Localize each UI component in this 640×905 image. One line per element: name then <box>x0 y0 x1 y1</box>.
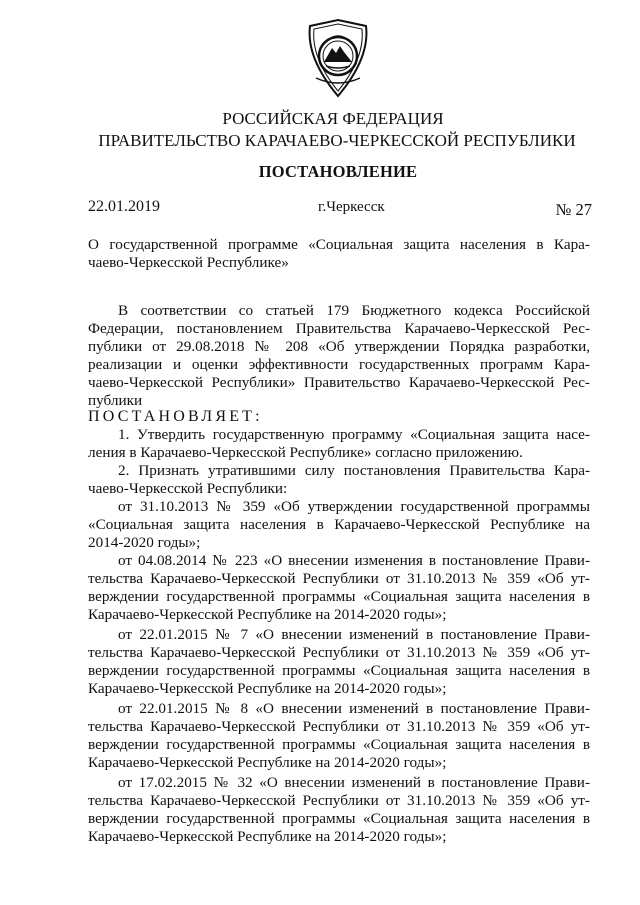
decree-word: ПОСТАНОВЛЯЕТ: <box>88 408 263 425</box>
preamble-line: публики от 29.08.2018 № 208 «Об утверждении Порядка разработки, <box>88 338 590 355</box>
body-line: Карачаево-Черкесской Республике на 2014-2020 годы»; <box>88 680 447 697</box>
body-line: тельства Карачаево-Черкесской Республики от 31.10.2013 № 359 «Об ут- <box>88 570 590 587</box>
body-line: Карачаево-Черкесской Республике на 2014-2020 годы»; <box>88 828 447 845</box>
body-line: от 22.01.2015 № 8 «О внесении изменений в постановление Прави- <box>118 700 590 717</box>
body-line: верждении государственной программы «Социальная защита населения в <box>88 736 590 753</box>
body-line: от 04.08.2014 № 223 «О внесении изменения в постановление Прави- <box>118 552 590 569</box>
document-city: г.Черкесск <box>318 199 385 215</box>
preamble-line: Федерации, постановлением Правительства Карачаево-Черкесской Рес- <box>88 320 590 337</box>
body-line: от 31.10.2013 № 359 «Об утверждении государственной программы <box>118 498 590 515</box>
body-line: от 22.01.2015 № 7 «О внесении изменений в постановление Прави- <box>118 626 590 643</box>
body-line: 2. Признать утратившими силу постановления Правительства Кара- <box>118 462 590 479</box>
body-line: от 17.02.2015 № 32 «О внесении изменений в постановление Прави- <box>118 774 590 791</box>
body-line: тельства Карачаево-Черкесской Республики от 31.10.2013 № 359 «Об ут- <box>88 644 590 661</box>
body-line: тельства Карачаево-Черкесской Республики от 31.10.2013 № 359 «Об ут- <box>88 718 590 735</box>
body-line: 2014-2020 годы»; <box>88 534 201 551</box>
body-line: 1. Утвердить государственную программу «Социальная защита насе- <box>118 426 590 443</box>
document-number: № 27 <box>555 200 592 219</box>
body-line: верждении государственной программы «Социальная защита населения в <box>88 588 590 605</box>
country-heading: РОССИЙСКАЯ ФЕДЕРАЦИЯ <box>222 109 444 128</box>
title-line: чаево-Черкесской Республике» <box>88 254 289 271</box>
body-line: ления в Карачаево-Черкесской Республике» согласно приложению. <box>88 444 523 461</box>
preamble-line: чаево-Черкесской Республики» Правительство Карачаево-Черкесской Рес- <box>88 374 590 391</box>
body-line: «Социальная защита населения в Карачаево-Черкесской Республике на <box>88 516 590 533</box>
body-line: Карачаево-Черкесской Республике на 2014-2020 годы»; <box>88 754 447 771</box>
document-type-heading: ПОСТАНОВЛЕНИЕ <box>258 162 418 181</box>
body-line: тельства Карачаево-Черкесской Республики от 31.10.2013 № 359 «Об ут- <box>88 792 590 809</box>
document-date: 22.01.2019 <box>88 198 160 215</box>
coat-of-arms-emblem <box>302 18 374 98</box>
government-heading: ПРАВИТЕЛЬСТВО КАРАЧАЕВО-ЧЕРКЕССКОЙ РЕСПУБЛИКИ <box>98 131 576 150</box>
body-line: чаево-Черкесской Республики: <box>88 480 288 497</box>
body-line: Карачаево-Черкесской Республике на 2014-2020 годы»; <box>88 606 447 623</box>
title-line: О государственной программе «Социальная защита населения в Кара- <box>88 236 590 253</box>
preamble-line: реализации и оценки эффективности государственных программ Кара- <box>88 356 590 373</box>
body-line: верждении государственной программы «Социальная защита населения в <box>88 662 590 679</box>
preamble-line: публики <box>88 392 143 409</box>
body-line: верждении государственной программы «Социальная защита населения в <box>88 810 590 827</box>
preamble-line: В соответствии со статьей 179 Бюджетного кодекса Российской <box>118 302 590 319</box>
